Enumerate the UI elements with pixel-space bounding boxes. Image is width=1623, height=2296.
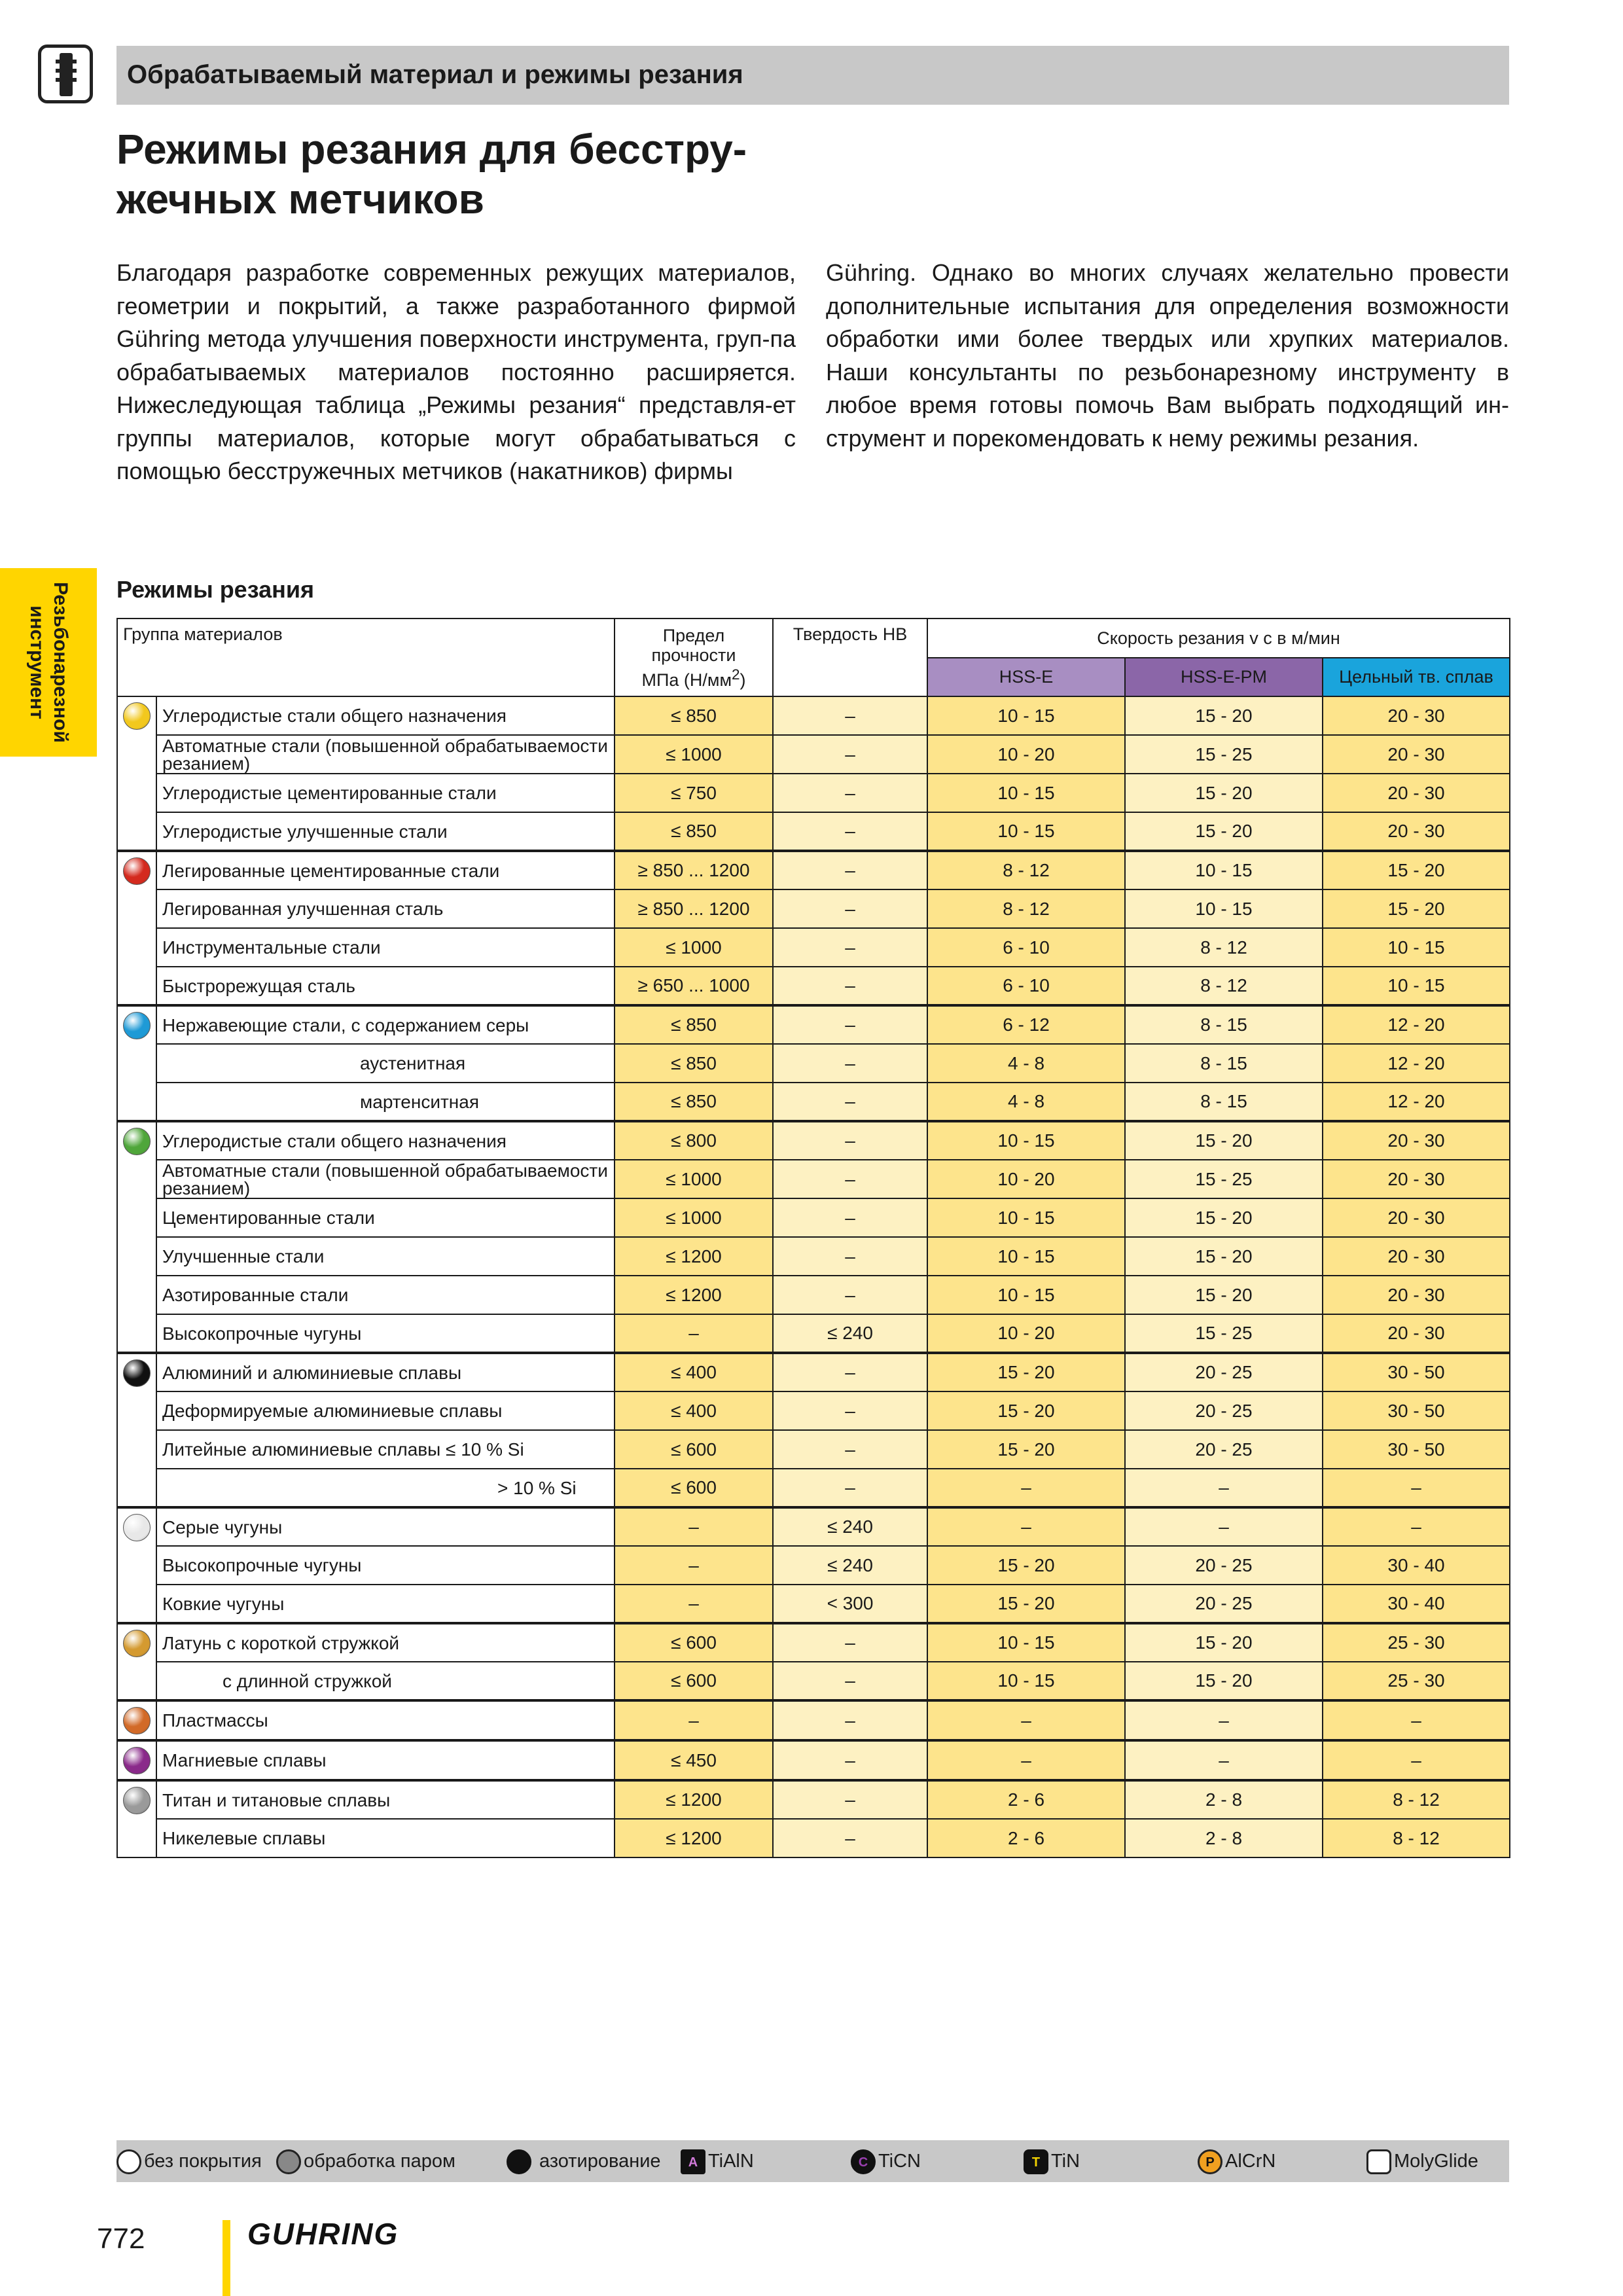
material-name: Высокопрочные чугуны	[156, 1314, 615, 1353]
speed-solid-carbide: 30 - 50	[1323, 1430, 1510, 1469]
material-name: > 10 % Si	[156, 1469, 615, 1507]
material-name: Углеродистые цементированные стали	[156, 774, 615, 812]
header-strength-line3: МПа (Н/мм	[641, 670, 732, 690]
speed-hss-e: 15 - 20	[927, 1585, 1125, 1623]
material-name: с длинной стружкой	[156, 1662, 615, 1700]
material-color-ball-icon	[123, 1707, 151, 1734]
speed-hss-e: 10 - 15	[927, 1662, 1125, 1700]
speed-hss-e: 10 - 15	[927, 1623, 1125, 1662]
table-row	[117, 1160, 1510, 1198]
material-name: Литейные алюминиевые сплавы ≤ 10 % Si	[156, 1430, 615, 1469]
speed-solid-carbide: 20 - 30	[1323, 735, 1510, 774]
material-name: Инструментальные стали	[156, 928, 615, 967]
table-title: Режимы резания	[116, 576, 315, 603]
section-title: Обрабатываемый материал и режимы резания	[127, 60, 743, 89]
material-name: Углеродистые стали общего назначения	[156, 696, 615, 735]
tensile-strength: ≤ 850	[615, 1083, 773, 1121]
speed-solid-carbide: –	[1323, 1700, 1510, 1740]
material-name: Серые чугуны	[156, 1507, 615, 1546]
table-row	[117, 812, 1510, 851]
tensile-strength: ≤ 1200	[615, 1237, 773, 1276]
header-cutting-speed: Скорость резания v c в м/мин	[927, 619, 1510, 658]
speed-hss-e-pm: 15 - 20	[1125, 812, 1323, 851]
header-material-group: Группа материалов	[117, 619, 615, 696]
table-row	[117, 1198, 1510, 1237]
hardness-hb: –	[773, 1044, 927, 1083]
hardness-hb: –	[773, 1083, 927, 1121]
table-row	[117, 1237, 1510, 1276]
steam-treated-icon	[276, 2149, 301, 2174]
speed-hss-e-pm: 15 - 20	[1125, 1121, 1323, 1160]
speed-hss-e: 15 - 20	[927, 1391, 1125, 1430]
tensile-strength: –	[615, 1507, 773, 1546]
table-row	[117, 1276, 1510, 1314]
speed-solid-carbide: 20 - 30	[1323, 696, 1510, 735]
speed-hss-e-pm: 15 - 20	[1125, 1237, 1323, 1276]
legend-label: AlCrN	[1225, 2151, 1276, 2172]
page-number: 772	[97, 2223, 145, 2255]
tensile-strength: ≤ 750	[615, 774, 773, 812]
tialn-icon: A	[681, 2149, 705, 2174]
hardness-hb: –	[773, 1005, 927, 1044]
speed-hss-e-pm: 20 - 25	[1125, 1391, 1323, 1430]
speed-hss-e: 10 - 15	[927, 696, 1125, 735]
speed-hss-e-pm: 8 - 12	[1125, 967, 1323, 1005]
legend-label: обработка паром	[304, 2151, 455, 2172]
material-group-marker	[117, 1507, 156, 1623]
footer-divider	[223, 2220, 230, 2296]
speed-hss-e-pm: 15 - 25	[1125, 1314, 1323, 1353]
ticn-icon: C	[851, 2149, 876, 2174]
material-name: Никелевые сплавы	[156, 1819, 615, 1857]
nitrided-icon	[507, 2149, 531, 2174]
header-hss-e-pm: HSS-E-PM	[1125, 658, 1323, 696]
brand-logo: GUHRING	[247, 2217, 399, 2251]
speed-hss-e-pm: 8 - 12	[1125, 928, 1323, 967]
material-name: Пластмассы	[156, 1700, 615, 1740]
tensile-strength: ≤ 850	[615, 1044, 773, 1083]
hardness-hb: –	[773, 1121, 927, 1160]
speed-hss-e-pm: 8 - 15	[1125, 1044, 1323, 1083]
material-name: Легированные цементированные стали	[156, 851, 615, 889]
hardness-hb: –	[773, 1819, 927, 1857]
table-row	[117, 889, 1510, 928]
speed-solid-carbide: –	[1323, 1740, 1510, 1780]
speed-hss-e-pm: 15 - 25	[1125, 735, 1323, 774]
hardness-hb: –	[773, 774, 927, 812]
tensile-strength: ≤ 600	[615, 1430, 773, 1469]
speed-solid-carbide: –	[1323, 1469, 1510, 1507]
tensile-strength: ≤ 850	[615, 812, 773, 851]
speed-solid-carbide: 10 - 15	[1323, 928, 1510, 967]
material-group-marker	[117, 1780, 156, 1857]
speed-hss-e-pm: 15 - 20	[1125, 1198, 1323, 1237]
tensile-strength: –	[615, 1700, 773, 1740]
material-group-marker	[117, 1005, 156, 1121]
table-row	[117, 1623, 1510, 1662]
hardness-hb: –	[773, 1276, 927, 1314]
speed-solid-carbide: 12 - 20	[1323, 1083, 1510, 1121]
speed-hss-e-pm: 20 - 25	[1125, 1430, 1323, 1469]
table-row	[117, 1005, 1510, 1044]
legend-item	[681, 2148, 754, 2174]
speed-hss-e: 10 - 20	[927, 1314, 1125, 1353]
speed-hss-e: 10 - 15	[927, 1121, 1125, 1160]
table-row	[117, 1430, 1510, 1469]
hardness-hb: –	[773, 851, 927, 889]
side-tab	[0, 568, 97, 757]
tensile-strength: ≤ 1200	[615, 1819, 773, 1857]
legend-label: без покрытия	[144, 2151, 262, 2172]
speed-solid-carbide: 30 - 40	[1323, 1546, 1510, 1585]
speed-hss-e-pm: 20 - 25	[1125, 1546, 1323, 1585]
material-color-ball-icon	[123, 1747, 151, 1774]
speed-hss-e: 8 - 12	[927, 889, 1125, 928]
material-name: Быстрорежущая сталь	[156, 967, 615, 1005]
speed-solid-carbide: 25 - 30	[1323, 1623, 1510, 1662]
table-row	[117, 1740, 1510, 1780]
speed-hss-e: 2 - 6	[927, 1819, 1125, 1857]
header-strength-close: )	[740, 670, 746, 690]
speed-hss-e: 10 - 15	[927, 1237, 1125, 1276]
tensile-strength: ≤ 1000	[615, 735, 773, 774]
speed-hss-e: 10 - 20	[927, 1160, 1125, 1198]
speed-hss-e: 15 - 20	[927, 1430, 1125, 1469]
tensile-strength: ≤ 400	[615, 1391, 773, 1430]
legend-label: MolyGlide	[1394, 2151, 1478, 2172]
hardness-hb: –	[773, 1353, 927, 1391]
material-color-ball-icon	[123, 1787, 151, 1814]
speed-solid-carbide: 30 - 50	[1323, 1353, 1510, 1391]
speed-solid-carbide: 8 - 12	[1323, 1819, 1510, 1857]
legend-item	[1198, 2148, 1275, 2174]
speed-hss-e: 2 - 6	[927, 1780, 1125, 1819]
hardness-hb: –	[773, 889, 927, 928]
material-name: Автоматные стали (повышенной обрабатываемости резанием)	[156, 735, 615, 774]
speed-hss-e: –	[927, 1507, 1125, 1546]
speed-hss-e: –	[927, 1700, 1125, 1740]
hardness-hb: –	[773, 1198, 927, 1237]
table-row	[117, 1819, 1510, 1857]
header-strength-line1: Предел	[662, 625, 725, 645]
table-row	[117, 1546, 1510, 1585]
hardness-hb: –	[773, 812, 927, 851]
material-name: Автоматные стали (повышенной обрабатываемости резанием)	[156, 1160, 615, 1198]
intro-text-left: Благодаря разработке современных режущих материалов, геометрии и покрытий, а также разработанного фирмой Gühring метода улучшения поверхности инструмента, груп-па обрабатываемых материалов постоянно расширяется. Нижеследующая таблица „Режимы резания“ представля-ет группы материалов, которые могут обрабатываться с помощью бесстружечных метчиков (накатников) фирмы	[116, 259, 796, 484]
speed-solid-carbide: 20 - 30	[1323, 1314, 1510, 1353]
hardness-hb: < 300	[773, 1585, 927, 1623]
speed-solid-carbide: 25 - 30	[1323, 1662, 1510, 1700]
section-header	[116, 46, 1509, 105]
header-solid-carbide: Цельный тв. сплав	[1323, 658, 1510, 696]
speed-hss-e-pm: 20 - 25	[1125, 1353, 1323, 1391]
speed-hss-e-pm: 15 - 20	[1125, 1276, 1323, 1314]
speed-hss-e: 15 - 20	[927, 1546, 1125, 1585]
tensile-strength: ≤ 400	[615, 1353, 773, 1391]
cutting-speed-table	[116, 618, 1510, 1858]
table-row	[117, 967, 1510, 1005]
hardness-hb: –	[773, 1469, 927, 1507]
tensile-strength: ≤ 600	[615, 1662, 773, 1700]
material-name: мартенситная	[156, 1083, 615, 1121]
legend-item	[1366, 2148, 1478, 2174]
table-row	[117, 1700, 1510, 1740]
material-name: Нержавеющие стали, с содержанием серы	[156, 1005, 615, 1044]
hardness-hb: –	[773, 1740, 927, 1780]
material-group-marker	[117, 1740, 156, 1780]
header-hss-e: HSS-E	[927, 658, 1125, 696]
table-row	[117, 1391, 1510, 1430]
speed-hss-e: 6 - 10	[927, 967, 1125, 1005]
speed-hss-e: –	[927, 1469, 1125, 1507]
hardness-hb: –	[773, 1700, 927, 1740]
table-row	[117, 1083, 1510, 1121]
material-color-ball-icon	[123, 1359, 151, 1387]
material-name: Углеродистые стали общего назначения	[156, 1121, 615, 1160]
speed-hss-e-pm: 8 - 15	[1125, 1005, 1323, 1044]
side-tab-line1: Резьбонарезной	[50, 582, 71, 743]
intro-text-right: Gühring. Однако во многих случаях желательно провести дополнительные испытания для определения возможности обработки ими более твердых или хрупких материалов. Наши консультанты по резьбонарезному инструменту в любое время готовы помочь Вам выбрать подходящий ин-струмент и порекомендовать к нему режимы резания.	[826, 259, 1509, 452]
tensile-strength: ≤ 1000	[615, 1198, 773, 1237]
table-row	[117, 696, 1510, 735]
speed-hss-e: 10 - 15	[927, 1276, 1125, 1314]
speed-hss-e: 10 - 15	[927, 812, 1125, 851]
table-row	[117, 851, 1510, 889]
tensile-strength: ≤ 450	[615, 1740, 773, 1780]
speed-hss-e-pm: –	[1125, 1469, 1323, 1507]
speed-hss-e: 10 - 15	[927, 1198, 1125, 1237]
tensile-strength: ≥ 650 ... 1000	[615, 967, 773, 1005]
tensile-strength: ≤ 850	[615, 696, 773, 735]
tensile-strength: –	[615, 1546, 773, 1585]
speed-hss-e: 10 - 20	[927, 735, 1125, 774]
tensile-strength: ≤ 600	[615, 1623, 773, 1662]
speed-hss-e-pm: –	[1125, 1507, 1323, 1546]
table-row	[117, 1314, 1510, 1353]
speed-solid-carbide: 20 - 30	[1323, 812, 1510, 851]
speed-hss-e-pm: –	[1125, 1740, 1323, 1780]
speed-solid-carbide: 15 - 20	[1323, 889, 1510, 928]
legend-label: TiN	[1051, 2151, 1080, 2172]
material-name: Легированная улучшенная сталь	[156, 889, 615, 928]
speed-hss-e: 15 - 20	[927, 1353, 1125, 1391]
speed-hss-e-pm: 15 - 25	[1125, 1160, 1323, 1198]
speed-hss-e-pm: 15 - 20	[1125, 1623, 1323, 1662]
tensile-strength: ≤ 850	[615, 1005, 773, 1044]
hardness-hb: –	[773, 967, 927, 1005]
speed-solid-carbide: 30 - 50	[1323, 1391, 1510, 1430]
material-group-marker	[117, 851, 156, 1005]
legend-item	[851, 2148, 921, 2174]
tensile-strength: ≤ 1000	[615, 928, 773, 967]
speed-hss-e-pm: 20 - 25	[1125, 1585, 1323, 1623]
table-row	[117, 1044, 1510, 1083]
speed-solid-carbide: 20 - 30	[1323, 1121, 1510, 1160]
table-body	[117, 696, 1510, 1857]
page-title-line1: Режимы резания для бесстру-	[116, 126, 747, 173]
speed-hss-e: 10 - 15	[927, 774, 1125, 812]
table-row	[117, 1780, 1510, 1819]
table-row	[117, 1585, 1510, 1623]
tensile-strength: –	[615, 1585, 773, 1623]
speed-hss-e-pm: 10 - 15	[1125, 851, 1323, 889]
material-name: аустенитная	[156, 1044, 615, 1083]
side-tab-line2: инструмент	[26, 605, 48, 719]
table-row	[117, 1121, 1510, 1160]
legend-item	[276, 2148, 455, 2174]
speed-solid-carbide: 12 - 20	[1323, 1005, 1510, 1044]
material-color-ball-icon	[123, 857, 151, 885]
material-group-marker	[117, 1121, 156, 1353]
hardness-hb: –	[773, 1662, 927, 1700]
material-name: Алюминий и алюминиевые сплавы	[156, 1353, 615, 1391]
hardness-hb: –	[773, 1237, 927, 1276]
page-title-line2: жечных метчиков	[116, 175, 484, 223]
hardness-hb: ≤ 240	[773, 1546, 927, 1585]
speed-solid-carbide: 20 - 30	[1323, 1237, 1510, 1276]
tensile-strength: ≤ 1200	[615, 1780, 773, 1819]
table-row	[117, 1662, 1510, 1700]
speed-solid-carbide: 20 - 30	[1323, 1198, 1510, 1237]
legend-label: азотирование	[539, 2151, 661, 2172]
speed-solid-carbide: 30 - 40	[1323, 1585, 1510, 1623]
speed-hss-e: 4 - 8	[927, 1083, 1125, 1121]
speed-hss-e-pm: 10 - 15	[1125, 889, 1323, 928]
tin-icon: T	[1024, 2149, 1048, 2174]
header-strength-sup: 2	[732, 666, 740, 683]
table-row	[117, 735, 1510, 774]
hardness-hb: –	[773, 928, 927, 967]
header-strength	[615, 619, 773, 696]
hardness-hb: –	[773, 1623, 927, 1662]
hardness-hb: –	[773, 1430, 927, 1469]
material-group-marker	[117, 1700, 156, 1740]
material-name: Деформируемые алюминиевые сплавы	[156, 1391, 615, 1430]
speed-hss-e: 6 - 10	[927, 928, 1125, 967]
speed-hss-e-pm: 2 - 8	[1125, 1780, 1323, 1819]
material-name: Ковкие чугуны	[156, 1585, 615, 1623]
alcrn-icon: P	[1198, 2149, 1222, 2174]
header-strength-line2: прочности	[651, 645, 736, 665]
material-color-ball-icon	[123, 1128, 151, 1155]
hardness-hb: ≤ 240	[773, 1507, 927, 1546]
hardness-hb: –	[773, 1160, 927, 1198]
molyglide-icon	[1366, 2149, 1391, 2174]
speed-hss-e-pm: 15 - 20	[1125, 696, 1323, 735]
tensile-strength: ≥ 850 ... 1200	[615, 851, 773, 889]
tensile-strength: ≤ 1200	[615, 1276, 773, 1314]
speed-hss-e-pm: 2 - 8	[1125, 1819, 1323, 1857]
table-row	[117, 774, 1510, 812]
material-group-marker	[117, 1353, 156, 1507]
hardness-hb: –	[773, 1780, 927, 1819]
speed-solid-carbide: 20 - 30	[1323, 774, 1510, 812]
page-title	[116, 124, 902, 224]
tensile-strength: ≤ 1000	[615, 1160, 773, 1198]
legend-label: TiCN	[878, 2151, 921, 2172]
uncoated-icon	[116, 2149, 141, 2174]
hardness-hb: –	[773, 1391, 927, 1430]
material-name: Улучшенные стали	[156, 1237, 615, 1276]
material-name: Цементированные стали	[156, 1198, 615, 1237]
material-name: Высокопрочные чугуны	[156, 1546, 615, 1585]
speed-hss-e: 8 - 12	[927, 851, 1125, 889]
speed-hss-e: 6 - 12	[927, 1005, 1125, 1044]
tensile-strength: ≤ 800	[615, 1121, 773, 1160]
speed-hss-e-pm: 8 - 15	[1125, 1083, 1323, 1121]
speed-solid-carbide: 15 - 20	[1323, 851, 1510, 889]
material-name: Углеродистые улучшенные стали	[156, 812, 615, 851]
material-color-ball-icon	[123, 1630, 151, 1657]
tensile-strength: ≤ 600	[615, 1469, 773, 1507]
speed-solid-carbide: –	[1323, 1507, 1510, 1546]
material-group-marker	[117, 1623, 156, 1700]
material-name: Азотированные стали	[156, 1276, 615, 1314]
tensile-strength: –	[615, 1314, 773, 1353]
speed-hss-e: –	[927, 1740, 1125, 1780]
material-group-marker	[117, 696, 156, 851]
speed-hss-e-pm: 15 - 20	[1125, 1662, 1323, 1700]
legend-label: TiAlN	[708, 2151, 754, 2172]
table-row	[117, 1507, 1510, 1546]
speed-hss-e-pm: 15 - 20	[1125, 774, 1323, 812]
material-color-ball-icon	[123, 1514, 151, 1541]
coating-legend	[116, 2140, 1509, 2182]
material-name: Магниевые сплавы	[156, 1740, 615, 1780]
material-name: Титан и титановые сплавы	[156, 1780, 615, 1819]
material-color-ball-icon	[123, 702, 151, 730]
speed-solid-carbide: 12 - 20	[1323, 1044, 1510, 1083]
speed-solid-carbide: 20 - 30	[1323, 1160, 1510, 1198]
hardness-hb: –	[773, 735, 927, 774]
table-row	[117, 1469, 1510, 1507]
tap-tool-icon	[38, 45, 93, 103]
legend-item	[116, 2148, 262, 2174]
speed-solid-carbide: 20 - 30	[1323, 1276, 1510, 1314]
speed-solid-carbide: 10 - 15	[1323, 967, 1510, 1005]
hardness-hb: –	[773, 696, 927, 735]
speed-hss-e: 4 - 8	[927, 1044, 1125, 1083]
tensile-strength: ≥ 850 ... 1200	[615, 889, 773, 928]
table-row	[117, 1353, 1510, 1391]
material-name: Латунь с короткой стружкой	[156, 1623, 615, 1662]
legend-item	[1024, 2148, 1080, 2174]
table-row	[117, 928, 1510, 967]
hardness-hb: ≤ 240	[773, 1314, 927, 1353]
header-hardness: Твердость НВ	[773, 619, 927, 696]
speed-solid-carbide: 8 - 12	[1323, 1780, 1510, 1819]
speed-hss-e-pm: –	[1125, 1700, 1323, 1740]
legend-item	[507, 2148, 661, 2174]
material-color-ball-icon	[123, 1012, 151, 1039]
